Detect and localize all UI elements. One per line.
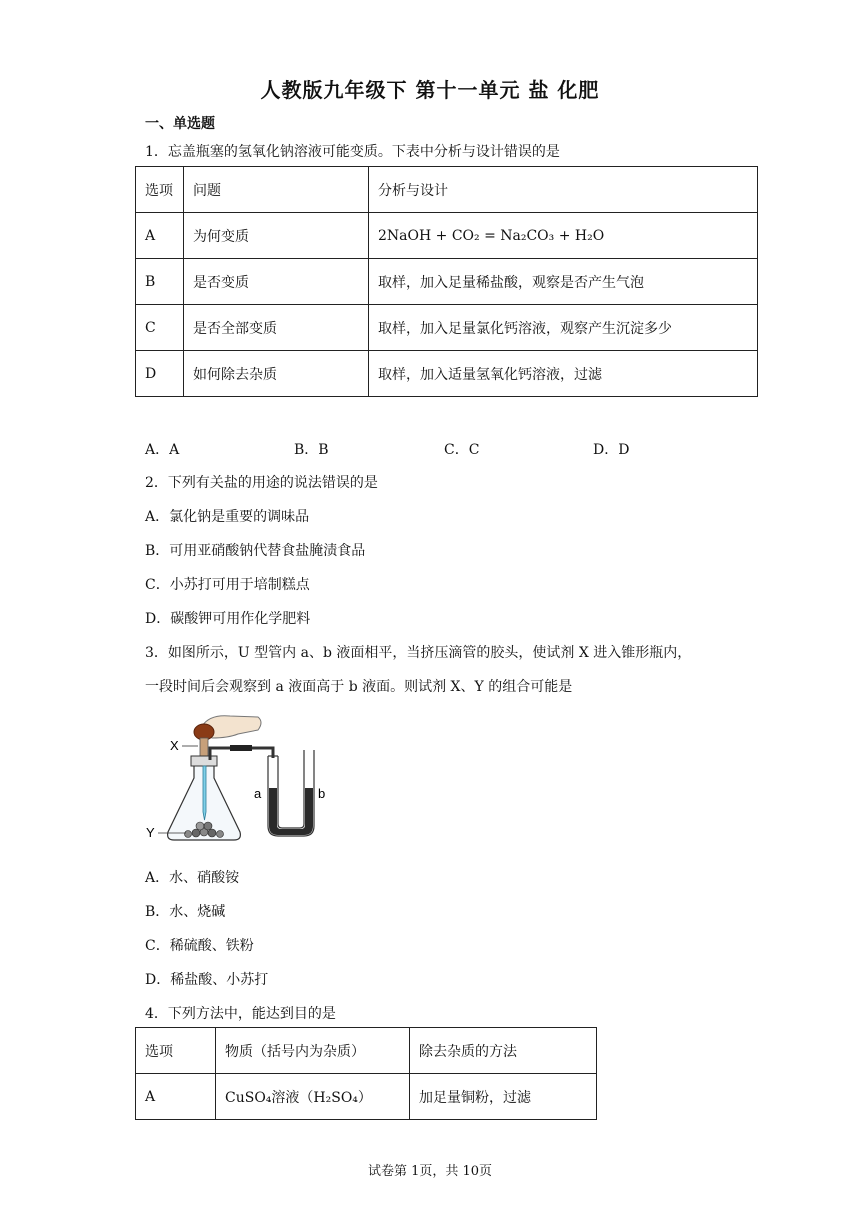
header-cell: 问题 [184,167,369,213]
issue-cell: 如何除去杂质 [184,351,369,397]
option-cell: D [136,351,184,397]
header-cell: 分析与设计 [369,167,758,213]
method-cell: 加足量铜粉，过滤 [410,1074,597,1120]
q2-choice-b: B．可用亚硝酸钠代替食盐腌渍食品 [145,543,366,559]
q1-choice-d: D．D [593,442,630,458]
u-tube-inner [278,750,304,828]
analysis-cell: 取样，加入适量氢氧化钙溶液，过滤 [369,351,758,397]
issue-cell: 是否全部变质 [184,305,369,351]
table-row [136,259,758,305]
dropper-bulb [194,724,214,740]
q1-choice-b: B．B [294,442,329,458]
table-row [136,305,758,351]
page-title: 人教版九年级下 第十一单元 盐 化肥 [260,78,600,102]
q1-choice-c: C．C [444,442,480,458]
q3-stem-line2: 一段时间后会观察到 a 液面高于 b 液面。则试剂 X、Y 的组合可能是 [145,679,573,695]
option-cell: A [136,213,184,259]
q2-choice-d: D．碳酸钾可用作化学肥料 [145,611,311,627]
option-cell: C [136,305,184,351]
q1-stem: 1．忘盖瓶塞的氢氧化钠溶液可能变质。下表中分析与设计错误的是 [145,144,560,160]
q3-stem-line1: 3．如图所示，U 型管内 a、b 液面相平，当挤压滴管的胶头，使试剂 X 进入锥形瓶内， [145,645,692,661]
q1-choice-a: A．A [145,442,180,458]
table-header-row [136,1028,597,1074]
dropper-tube [203,766,206,820]
q3-choice-a: A．水、硝酸铵 [145,870,240,886]
label-y: Y [146,825,155,840]
analysis-cell: 取样，加入足量稀盐酸，观察是否产生气泡 [369,259,758,305]
page-footer: 试卷第 1页，共 10页 [367,1164,493,1179]
q2-choice-a: A．氯化钠是重要的调味品 [145,509,310,525]
section-heading: 一、单选题 [145,116,215,132]
header-cell: 选项 [136,167,184,213]
q4-table [135,1027,597,1120]
q3-choice-d: D．稀盐酸、小苏打 [145,972,269,988]
analysis-cell: 取样，加入足量氯化钙溶液，观察产生沉淀多少 [369,305,758,351]
substance-cell: CuSO₄溶液（H₂SO₄） [216,1074,410,1120]
table-row [136,351,758,397]
dropper-neck [200,738,208,756]
option-cell: B [136,259,184,305]
apparatus-figure [140,708,340,853]
header-cell: 选项 [136,1028,216,1074]
q4-stem: 4．下列方法中，能达到目的是 [145,1006,336,1022]
q1-table [135,166,758,397]
q3-choice-b: B．水、烧碱 [145,904,226,920]
q2-choice-c: C．小苏打可用于培制糕点 [145,577,310,593]
label-b: b [318,786,326,801]
issue-cell: 是否变质 [184,259,369,305]
header-cell: 物质（括号内为杂质） [216,1028,410,1074]
header-cell: 除去杂质的方法 [410,1028,597,1074]
issue-cell: 为何变质 [184,213,369,259]
label-x: X [170,738,179,753]
label-a: a [254,786,262,801]
table-row [136,1074,597,1120]
rubber-connector [230,745,252,751]
analysis-cell: 2NaOH + CO₂ = Na₂CO₃ + H₂O [369,213,758,259]
option-cell: A [136,1074,216,1120]
table-header-row [136,167,758,213]
table-row [136,213,758,259]
flask-stopper [191,756,217,766]
q2-stem: 2．下列有关盐的用途的说法错误的是 [145,475,378,491]
q3-choice-c: C．稀硫酸、铁粉 [145,938,254,954]
